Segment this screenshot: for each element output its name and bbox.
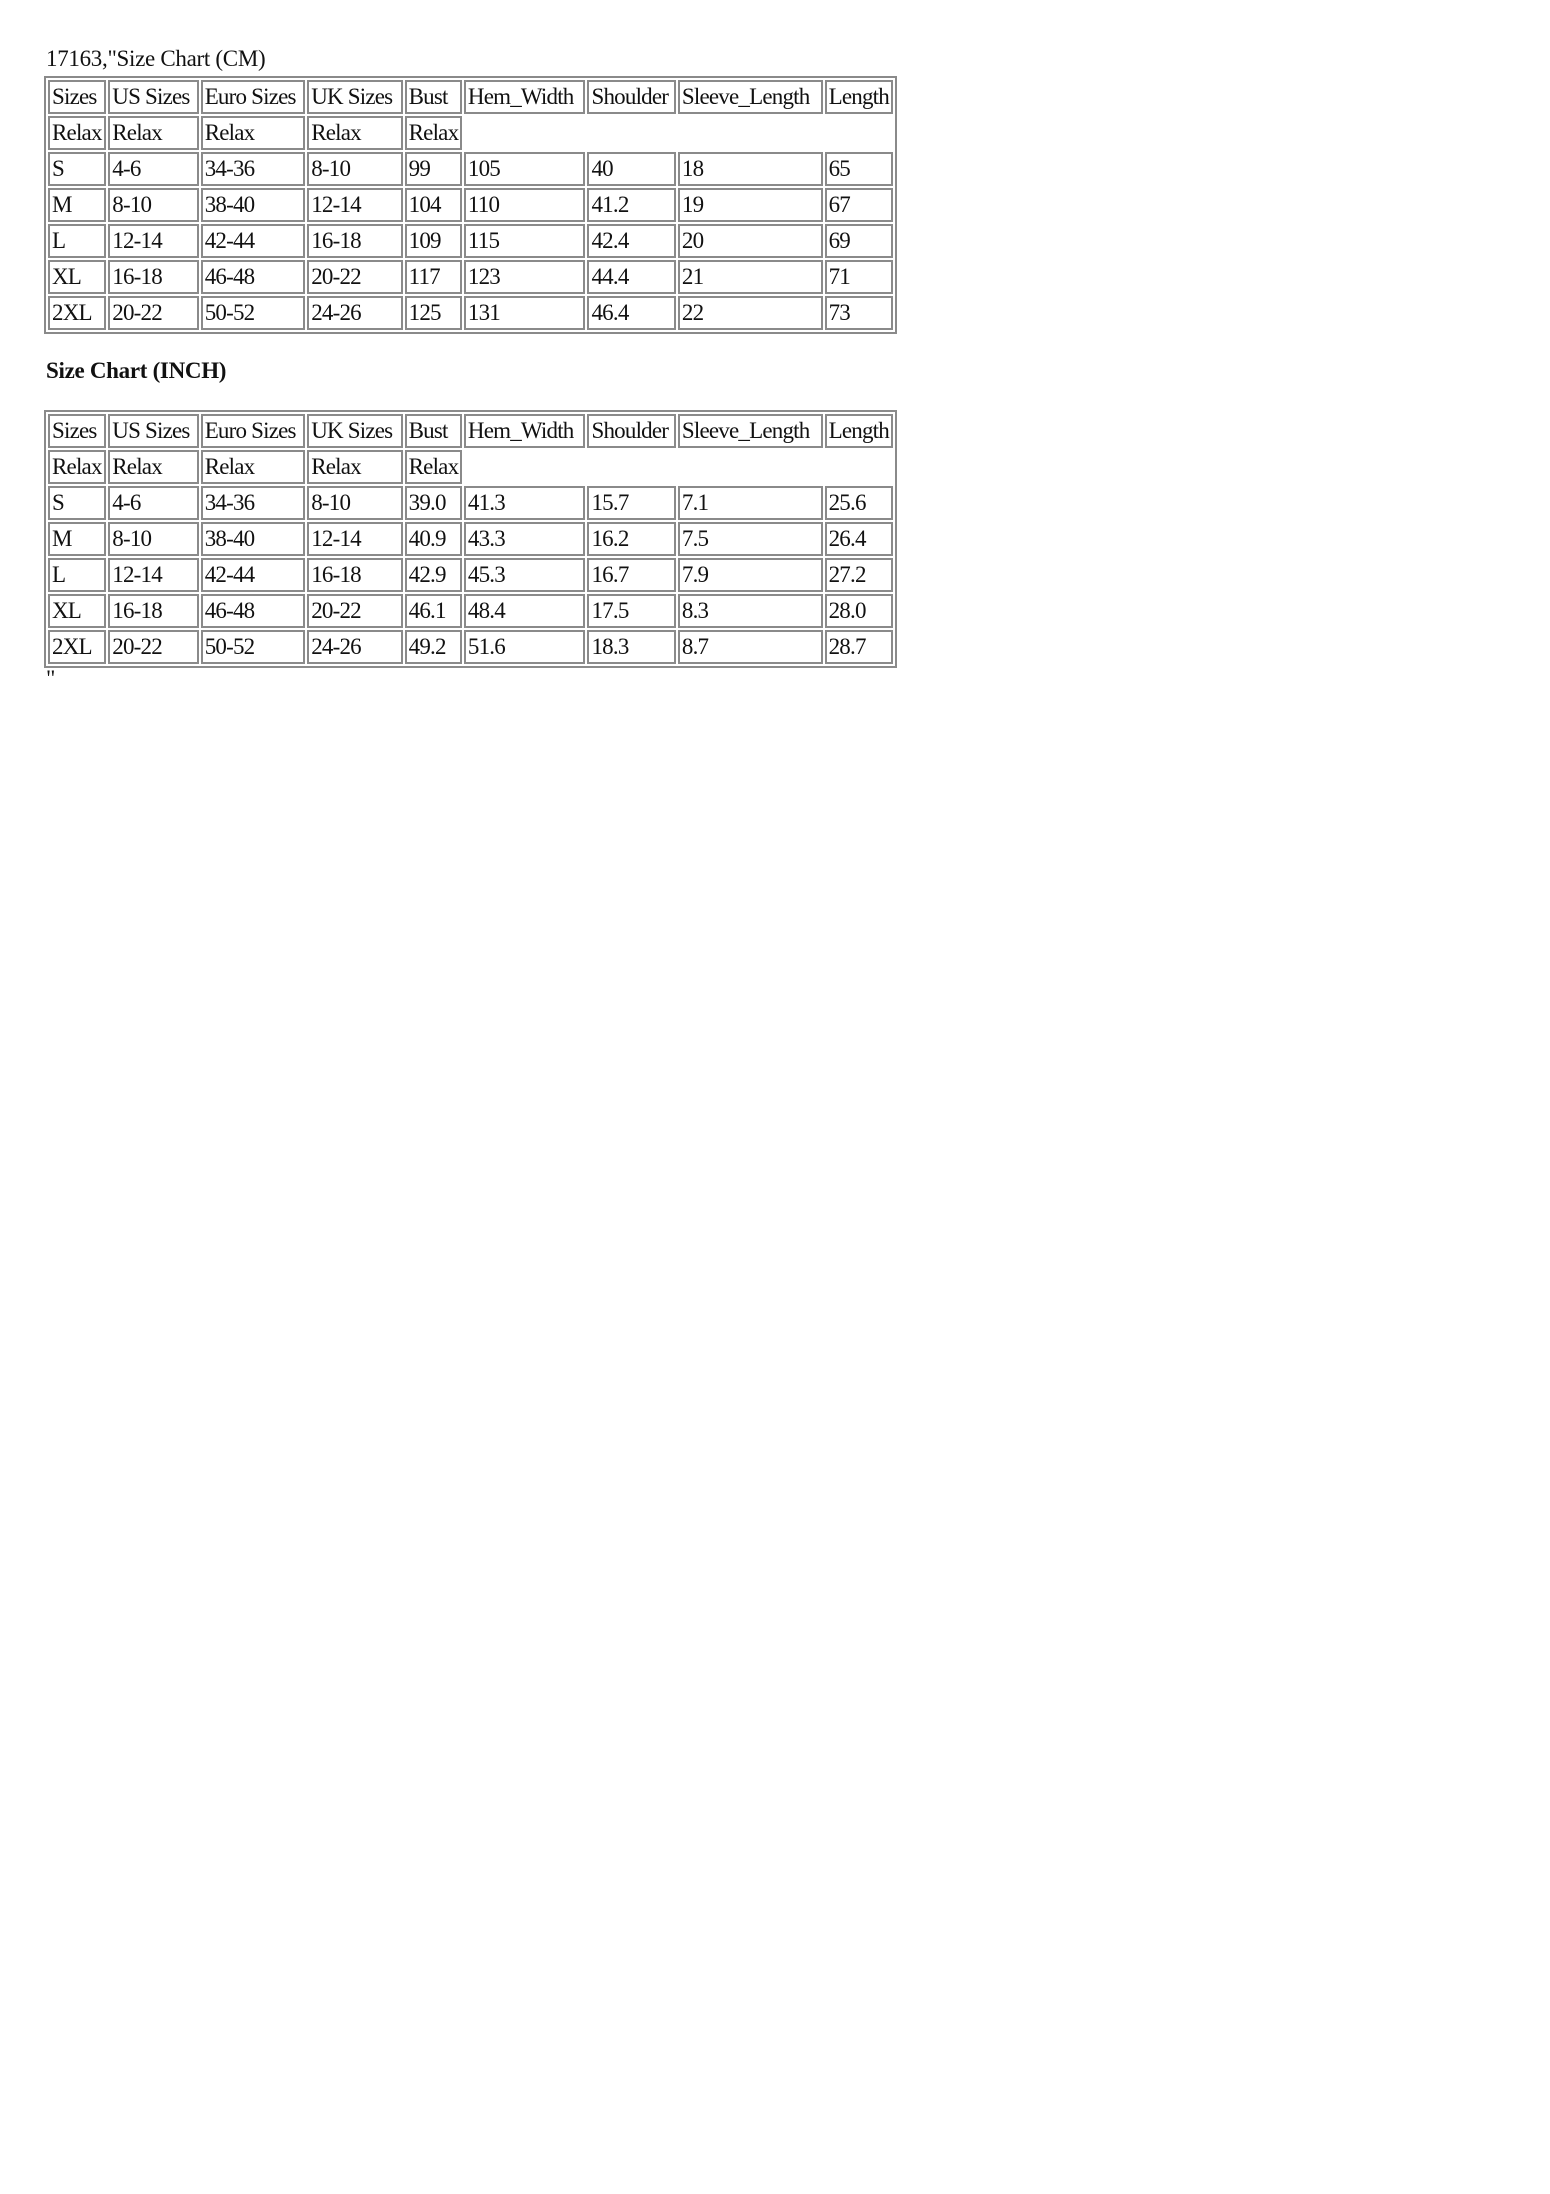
table-cell: 41.3 — [464, 486, 586, 520]
fit-cell: Relax — [307, 116, 402, 150]
table-cell: 20-22 — [108, 630, 198, 664]
table-cell: 45.3 — [464, 558, 586, 592]
table-cell: 24-26 — [307, 630, 402, 664]
table-cell: 16-18 — [307, 224, 402, 258]
table-cell: 15.7 — [587, 486, 675, 520]
table-cell: 40 — [587, 152, 675, 186]
table-cell: 110 — [464, 188, 586, 222]
table-cell: 46.4 — [587, 296, 675, 330]
table-cell: 7.1 — [678, 486, 823, 520]
table-cell: 42-44 — [201, 558, 306, 592]
fit-cell: Relax — [108, 450, 198, 484]
table-row — [48, 224, 893, 258]
table-cell: 12-14 — [108, 224, 198, 258]
table-cell: 18 — [678, 152, 823, 186]
table-cell: S — [48, 486, 106, 520]
table-cell: 41.2 — [587, 188, 675, 222]
table-cell: XL — [48, 594, 106, 628]
table-cell: 12-14 — [108, 558, 198, 592]
table-cell: 105 — [464, 152, 586, 186]
table-cell: 18.3 — [587, 630, 675, 664]
header-cell: Sleeve_Length — [678, 414, 823, 448]
table-cell: 46-48 — [201, 260, 306, 294]
table-cell: 51.6 — [464, 630, 586, 664]
table-cell: 22 — [678, 296, 823, 330]
table-cell: M — [48, 188, 106, 222]
table-cell: 24-26 — [307, 296, 402, 330]
table-cell: 4-6 — [108, 152, 198, 186]
header-cell: Sizes — [48, 80, 106, 114]
table-cell: 20-22 — [307, 260, 402, 294]
table-cell: 4-6 — [108, 486, 198, 520]
table-cell: 16.7 — [587, 558, 675, 592]
header-cell: Euro Sizes — [201, 80, 306, 114]
cm-size-table — [44, 76, 897, 334]
fit-cell: Relax — [405, 450, 462, 484]
table-cell: 27.2 — [825, 558, 893, 592]
table-cell: 38-40 — [201, 522, 306, 556]
table-cell: 43.3 — [464, 522, 586, 556]
header-cell: Shoulder — [587, 80, 675, 114]
table-cell: XL — [48, 260, 106, 294]
header-cell: Euro Sizes — [201, 414, 306, 448]
table-cell: 42.9 — [405, 558, 462, 592]
fit-row — [48, 116, 893, 150]
header-cell: US Sizes — [108, 414, 198, 448]
table-row — [48, 296, 893, 330]
table-cell: 20-22 — [108, 296, 198, 330]
table-cell: 7.9 — [678, 558, 823, 592]
table-cell: 8-10 — [307, 152, 402, 186]
table-cell: 117 — [405, 260, 462, 294]
table-header-row — [48, 414, 893, 448]
table-cell: 115 — [464, 224, 586, 258]
table-cell: 21 — [678, 260, 823, 294]
table-cell: 17.5 — [587, 594, 675, 628]
table-cell: 40.9 — [405, 522, 462, 556]
table-cell: 12-14 — [307, 188, 402, 222]
fit-cell: Relax — [307, 450, 402, 484]
table-row — [48, 558, 893, 592]
header-cell: Length — [825, 414, 893, 448]
table-cell: M — [48, 522, 106, 556]
closing-quote-mark: " — [46, 666, 56, 691]
table-cell: 28.7 — [825, 630, 893, 664]
table-cell: 42-44 — [201, 224, 306, 258]
table-cell: 8.3 — [678, 594, 823, 628]
table-header-row — [48, 80, 893, 114]
table-cell: 46.1 — [405, 594, 462, 628]
table-row — [48, 630, 893, 664]
table-cell: 8-10 — [307, 486, 402, 520]
table-cell: 69 — [825, 224, 893, 258]
table-cell: 34-36 — [201, 152, 306, 186]
table-row — [48, 522, 893, 556]
table-cell: 49.2 — [405, 630, 462, 664]
table-cell: 2XL — [48, 296, 106, 330]
header-cell: Hem_Width — [464, 414, 586, 448]
table-cell: 39.0 — [405, 486, 462, 520]
table-cell: 20-22 — [307, 594, 402, 628]
header-cell: Sleeve_Length — [678, 80, 823, 114]
header-cell: UK Sizes — [307, 414, 402, 448]
table-cell: 99 — [405, 152, 462, 186]
fit-row — [48, 450, 893, 484]
header-cell: Bust — [405, 80, 462, 114]
table-cell: 25.6 — [825, 486, 893, 520]
table-cell: 109 — [405, 224, 462, 258]
table-cell: 73 — [825, 296, 893, 330]
table-cell: 12-14 — [307, 522, 402, 556]
table-cell: 8-10 — [108, 522, 198, 556]
table-cell: 131 — [464, 296, 586, 330]
fit-cell: Relax — [201, 450, 306, 484]
table-cell: 16.2 — [587, 522, 675, 556]
fit-cell: Relax — [108, 116, 198, 150]
table-cell: L — [48, 558, 106, 592]
empty-cell — [464, 116, 893, 150]
table-cell: 34-36 — [201, 486, 306, 520]
document-page — [46, 44, 897, 690]
table-cell: 104 — [405, 188, 462, 222]
table-row — [48, 188, 893, 222]
table-cell: 20 — [678, 224, 823, 258]
empty-cell — [464, 450, 893, 484]
header-cell: UK Sizes — [307, 80, 402, 114]
table-cell: 65 — [825, 152, 893, 186]
table-cell: 26.4 — [825, 522, 893, 556]
table-cell: 16-18 — [108, 260, 198, 294]
heading-spacer — [46, 386, 897, 410]
table-cell: 16-18 — [108, 594, 198, 628]
table-cell: 46-48 — [201, 594, 306, 628]
fit-cell: Relax — [48, 450, 106, 484]
table-cell: 16-18 — [307, 558, 402, 592]
inch-section-heading: Size Chart (INCH) — [46, 358, 227, 383]
table-cell: 67 — [825, 188, 893, 222]
table-cell: 48.4 — [464, 594, 586, 628]
table-cell: 71 — [825, 260, 893, 294]
table-cell: 125 — [405, 296, 462, 330]
table-cell: 8-10 — [108, 188, 198, 222]
inch-size-table — [44, 410, 897, 668]
fit-cell: Relax — [405, 116, 462, 150]
table-cell: 8.7 — [678, 630, 823, 664]
table-cell: 50-52 — [201, 296, 306, 330]
header-cell: US Sizes — [108, 80, 198, 114]
table-cell: 19 — [678, 188, 823, 222]
table-cell: 50-52 — [201, 630, 306, 664]
table-cell: 42.4 — [587, 224, 675, 258]
table-cell: 2XL — [48, 630, 106, 664]
table-cell: S — [48, 152, 106, 186]
table-row — [48, 486, 893, 520]
header-cell: Bust — [405, 414, 462, 448]
header-cell: Length — [825, 80, 893, 114]
table-cell: 123 — [464, 260, 586, 294]
fit-cell: Relax — [48, 116, 106, 150]
header-cell: Hem_Width — [464, 80, 586, 114]
table-cell: 38-40 — [201, 188, 306, 222]
table-cell: L — [48, 224, 106, 258]
table-row — [48, 594, 893, 628]
table-cell: 44.4 — [587, 260, 675, 294]
fit-cell: Relax — [201, 116, 306, 150]
table-row — [48, 152, 893, 186]
table-row — [48, 260, 893, 294]
header-cell: Sizes — [48, 414, 106, 448]
table-cell: 28.0 — [825, 594, 893, 628]
header-cell: Shoulder — [587, 414, 675, 448]
document-title-line: 17163,"Size Chart (CM) — [46, 46, 266, 71]
table-cell: 7.5 — [678, 522, 823, 556]
